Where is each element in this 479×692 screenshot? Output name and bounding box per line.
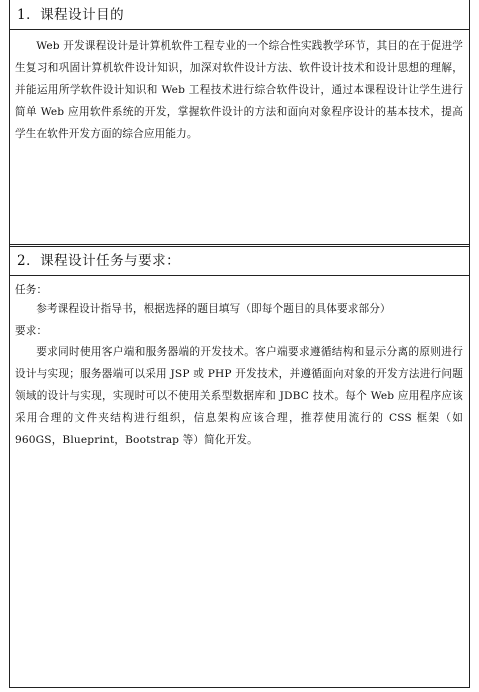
section-2-heading: 2．课程设计任务与要求： [10,246,469,276]
task-label: 任务： [15,284,48,296]
section-course-purpose [10,0,469,244]
task-text: 参考课程设计指导书，根据选择的题目填写（即每个题目的具体要求部分） [36,303,391,315]
requirement-label: 要求： [15,325,48,337]
requirement-text: 要求同时使用客户端和服务器端的开发技术。客户端要求遵循结构和显示分离的原则进行设计与实现；服务器端可以采用 JSP 或 PHP 开发技术，并遵循面向对象的开发方法进行问题领域的设计与实现，实现时可以不使用关系型数据库和 JDBC 技术。每个 Web 应用程序应该采用合理的文件夹结构进行组织，信息架构应该合理，推荐使用流行的 CSS 框架（如 960GS，Blueprint，Bootstrap 等）简化开发。 [15,346,463,446]
section-1-paragraph: Web 开发课程设计是计算机软件工程专业的一个综合性实践教学环节，其目的在于促进学生复习和巩固计算机软件设计知识，加深对软件设计方法、软件设计技术和设计思想的理解，并能运用所学软件设计知识和 Web 工程技术进行综合软件设计，通过本课程设计让学生进行简单 Web 应用软件系统的开发，掌握软件设计的方法和面向对象程序设计的基本技术，提高学生在软件开发方面的综合应用能力。 [15,40,463,140]
form-table [9,0,470,688]
section-1-heading: 1．课程设计目的 [10,0,469,30]
section-tasks-requirements [10,246,469,687]
table-divider-line [10,244,469,245]
